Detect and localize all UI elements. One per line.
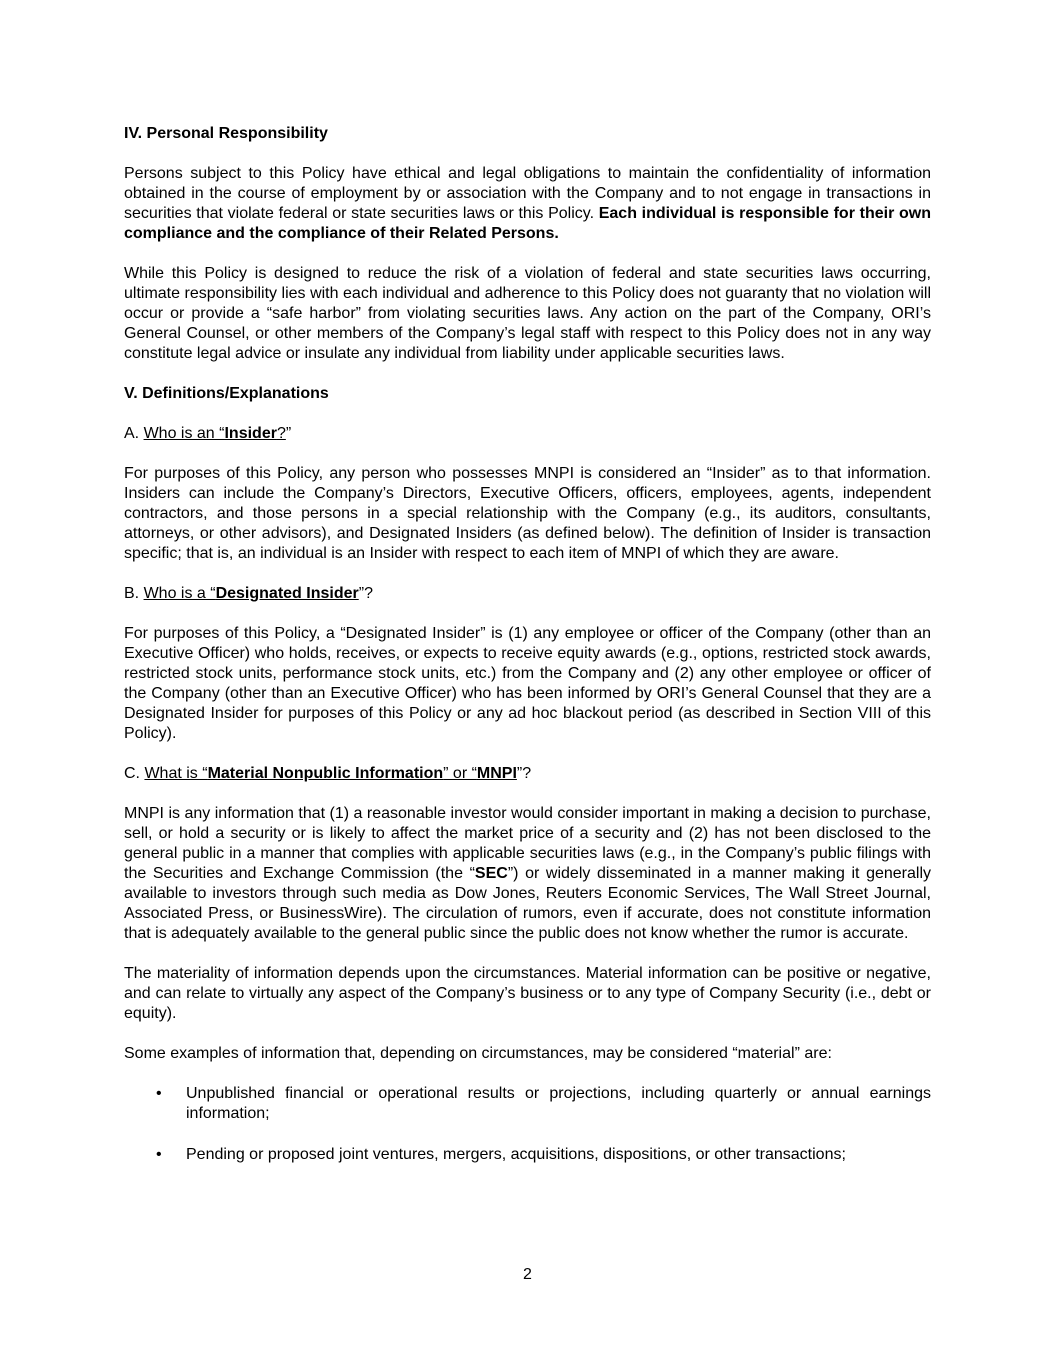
bullet-icon: • — [156, 1146, 162, 1163]
document-page — [124, 124, 931, 1186]
subheading-prefix: B. — [124, 585, 144, 602]
term-material-nonpublic-information: Material Nonpublic Information — [207, 765, 444, 782]
paragraph-insider-definition: For purposes of this Policy, any person who possesses MNPI is considered an “Insider” as to that information. Insiders can include the Company’s Directors, Executive Officers, officers, employees, agents, independent contractors, and those persons in a special relationship with the Company (e.g., its auditors, consultants, attorneys, or other advisors), and Designated Insiders (as defined below). The definition of Insider is transaction specific; that is, an individual is an Insider with respect to each item of MNPI of which they are aware. — [124, 465, 931, 562]
subheading-who-is-insider — [124, 424, 931, 444]
section-heading-personal-responsibility: IV. Personal Responsibility — [124, 125, 328, 142]
paragraph-text: ”) or widely disseminated in a manner making it generally available to investors through such media as Dow Jones, Reuters Economic Services, The Wall Street Journal, Associated Press, or BusinessWire). The circulation of rumors, even if accurate, does not constitute information that is adequately available to the general public since the public does not know whether the rumor is accurate. — [124, 865, 932, 942]
subheading-suffix: ” — [285, 425, 292, 442]
paragraph-mnpi-definition — [124, 804, 931, 944]
list-item — [124, 1084, 931, 1124]
subheading-suffix: ”? — [516, 765, 532, 782]
term-mnpi: MNPI — [476, 765, 517, 782]
paragraph-text: MNPI is any information that (1) a reasonable investor would consider important in making a decision to purchase, sell, or hold a security or is likely to affect the market price of a security and (2) has not been disclosed to the general public in a manner that complies with applicable securities laws (e.g., in the Company’s public filings with the Securities and Exchange Commission (the “ — [124, 805, 931, 882]
paragraph-bold-text: Each individual is responsible for their own compliance and the compliance of their Related Persons. — [124, 205, 931, 242]
term-designated-insider: Designated Insider — [215, 585, 359, 602]
subheading-underlined — [144, 425, 286, 442]
term-insider: Insider — [224, 425, 277, 442]
page-number: 2 — [523, 1266, 532, 1283]
subheading-suffix: ”? — [358, 585, 373, 602]
list-item-text: Pending or proposed joint ventures, mergers, acquisitions, dispositions, or other transactions; — [186, 1146, 846, 1163]
subheading-who-is-designated-insider — [124, 584, 931, 604]
subheading-text: Who is a “ — [143, 585, 216, 602]
subheading-text: What is “ — [144, 765, 208, 782]
subheading-text: Who is an “ — [143, 425, 225, 442]
subheading-text: ? — [276, 425, 286, 442]
subheading-prefix: A. — [124, 425, 144, 442]
subheading-underlined — [144, 585, 359, 602]
subheading-underlined — [144, 765, 516, 782]
term-sec: SEC — [474, 865, 508, 882]
examples-list — [124, 1084, 931, 1165]
subheading-what-is-mnpi — [124, 764, 931, 784]
subheading-prefix: C. — [124, 765, 145, 782]
paragraph-examples-intro: Some examples of information that, depending on circumstances, may be considered “material” are: — [124, 1045, 832, 1062]
bullet-icon: • — [156, 1085, 162, 1102]
section-heading-definitions: V. Definitions/Explanations — [124, 385, 329, 402]
list-item-text: Unpublished financial or operational results or projections, including quarterly or annual earnings information; — [186, 1085, 931, 1122]
paragraph-personal-responsibility-2: While this Policy is designed to reduce the risk of a violation of federal and state securities laws occurring, ultimate responsibility lies with each individual and adherence to this Policy does not guaranty that no violation will occur or provide a “safe harbor” from violating securities laws. Any action on the part of the Company, ORI’s General Counsel, or other members of the Company’s legal staff with respect to this Policy does not in any way constitute legal advice or insulate any individual from liability under applicable securities laws. — [124, 265, 931, 362]
subheading-text: ” or “ — [443, 765, 477, 782]
paragraph-designated-insider-definition: For purposes of this Policy, a “Designated Insider” is (1) any employee or officer of the Company (other than an Executive Officer) who holds, receives, or expects to receive equity awards (e.g., options, restricted stock awards, restricted stock units, performance stock units, etc.) from the Company and (2) any other employee or officer of the Company (other than an Executive Officer) who has been informed by ORI’s General Counsel that they are a Designated Insider for purposes of this Policy or any ad hoc blackout period (as described in Section VIII of this Policy). — [124, 625, 931, 742]
list-item — [124, 1145, 931, 1165]
paragraph-personal-responsibility-1 — [124, 164, 931, 244]
paragraph-text: Persons subject to this Policy have ethical and legal obligations to maintain the confidentiality of information obtained in the course of employment by or association with the Company and to not engage in transactions in securities that violate federal or state securities laws or this Policy. — [124, 165, 931, 222]
paragraph-materiality: The materiality of information depends upon the circumstances. Material information can be positive or negative, and can relate to virtually any aspect of the Company’s business or to any type of Company Security (i.e., debt or equity). — [124, 965, 931, 1022]
